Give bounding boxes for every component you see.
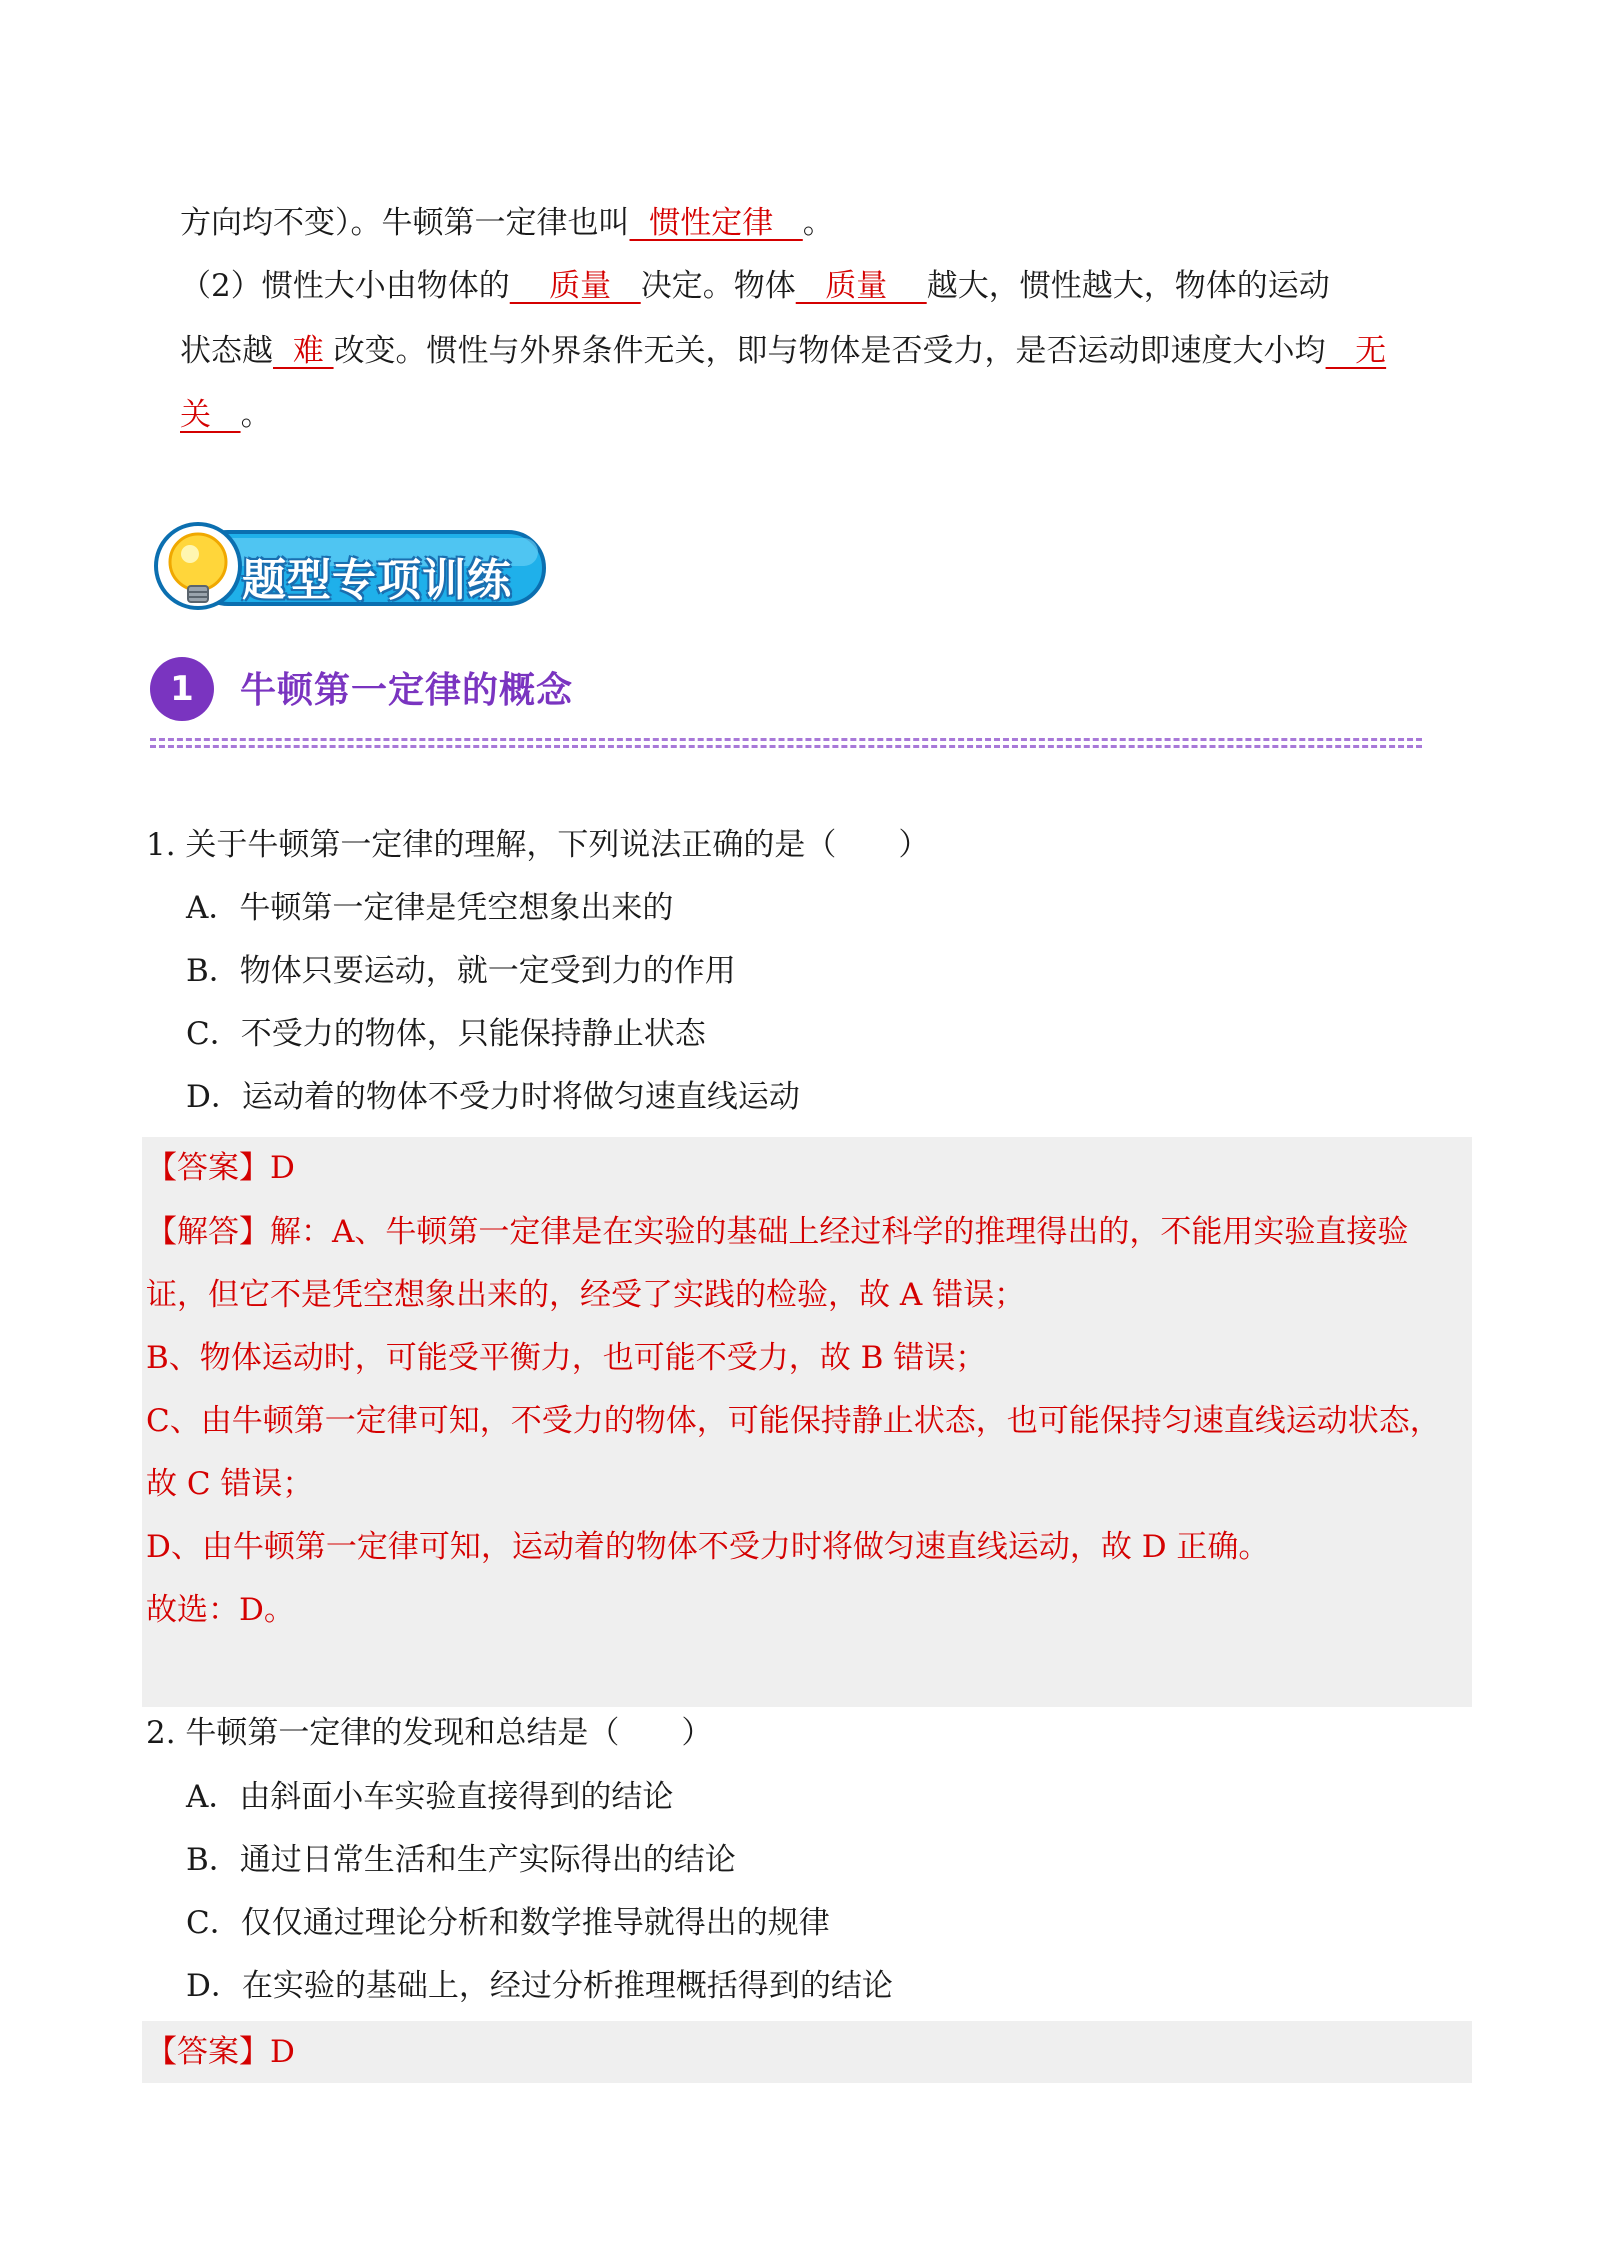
intro-line-2 — [180, 266, 1330, 306]
question-option: A．由斜面小车实验直接得到的结论 — [186, 1779, 674, 1815]
section-divider — [150, 738, 1422, 748]
analysis-line: 证，但它不是凭空想象出来的，经受了实践的检验，故 A 错误； — [146, 1277, 1026, 1313]
section-number-badge: 1 — [150, 657, 214, 721]
analysis-line: D、由牛顿第一定律可知，运动着的物体不受力时将做匀速直线运动，故 D 正确。 — [146, 1529, 1270, 1565]
question-stem: 2. 牛顿第一定律的发现和总结是（ ） — [146, 1715, 713, 1751]
question-option: B．物体只要运动，就一定受到力的作用 — [186, 953, 736, 989]
question-option: C．不受力的物体，只能保持静止状态 — [186, 1016, 706, 1052]
analysis-line: B、物体运动时，可能受平衡力，也可能不受力，故 B 错误； — [146, 1340, 987, 1376]
answer-label: 【答案】D — [146, 2034, 295, 2070]
question-option: D．在实验的基础上，经过分析推理概括得到的结论 — [186, 1968, 893, 2004]
answer-label: 【答案】D — [146, 1150, 295, 1186]
question-option: A．牛顿第一定律是凭空想象出来的 — [186, 890, 674, 926]
fill-blank-answer: 难 — [273, 333, 334, 369]
question-option: D．运动着的物体不受力时将做匀速直线运动 — [186, 1079, 800, 1115]
analysis-line: 故 C 错误； — [146, 1466, 314, 1502]
fill-blank-answer: 无 — [1325, 333, 1387, 369]
fill-blank-answer: 关 — [180, 397, 241, 433]
intro-text: 。 — [802, 205, 834, 241]
analysis-line: C、由牛顿第一定律可知，不受力的物体，可能保持静止状态，也可能保持匀速直线运动状态， — [146, 1403, 1441, 1439]
fill-blank-answer: 惯性定律 — [629, 205, 803, 241]
analysis-line: 【解答】解：A、牛顿第一定律是在实验的基础上经过科学的推理得出的，不能用实验直接验 — [146, 1214, 1409, 1250]
intro-text: 越大，惯性越大，物体的运动 — [926, 268, 1330, 304]
intro-text: （2）惯性大小由物体的 — [180, 268, 510, 304]
question-option: B．通过日常生活和生产实际得出的结论 — [186, 1842, 736, 1878]
question-stem: 1. 关于牛顿第一定律的理解，下列说法正确的是（ ） — [146, 827, 930, 863]
answer-box — [142, 2021, 1472, 2083]
intro-text: 改变。惯性与外界条件无关，即与物体是否受力，是否运动即速度大小均 — [333, 333, 1326, 369]
intro-line-4 — [180, 395, 272, 435]
banner-title: 题型专项训练 — [242, 555, 512, 606]
section-title: 牛顿第一定律的概念 — [240, 670, 574, 711]
analysis-conclusion: 故选：D。 — [146, 1592, 295, 1628]
intro-text: 决定。物体 — [640, 268, 796, 304]
intro-text: 方向均不变）。牛顿第一定律也叫 — [180, 205, 630, 241]
intro-line-3 — [180, 331, 1386, 371]
question-option: C．仅仅通过理论分析和数学推导就得出的规律 — [186, 1905, 830, 1941]
section-banner — [152, 518, 550, 618]
fill-blank-answer: 质量 — [509, 268, 641, 304]
intro-line-1 — [180, 203, 834, 243]
intro-text: 。 — [240, 397, 272, 433]
intro-text: 状态越 — [180, 333, 273, 369]
fill-blank-answer: 质量 — [795, 268, 927, 304]
lightbulb-icon — [152, 522, 248, 618]
